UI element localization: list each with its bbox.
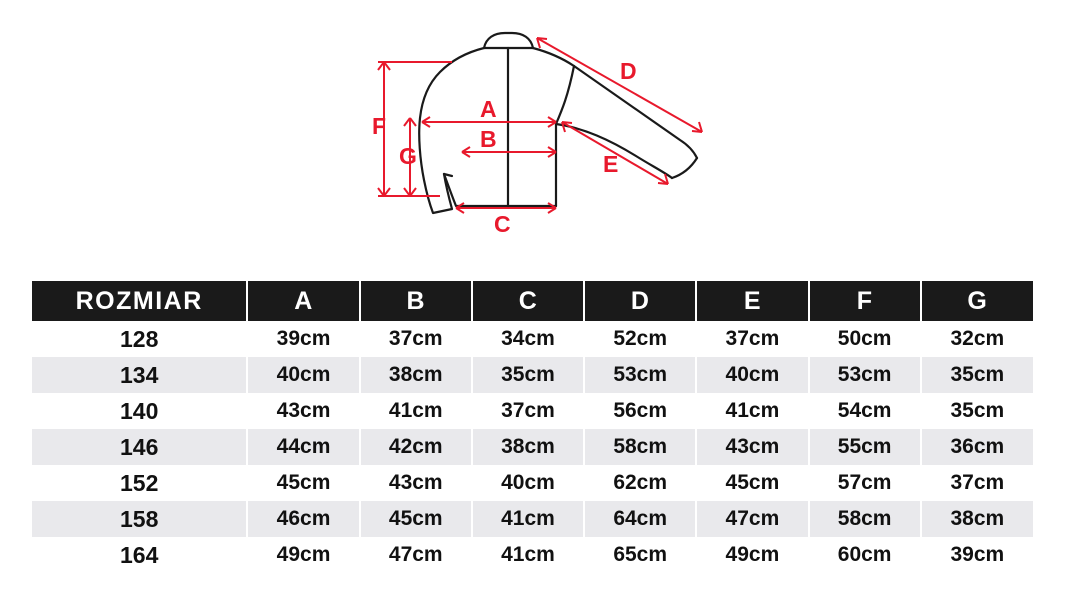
cell-f: 60cm <box>809 537 921 573</box>
label-E: E <box>603 151 619 177</box>
header-a: A <box>247 281 359 321</box>
cell-e: 37cm <box>696 321 808 357</box>
cell-c: 40cm <box>472 465 584 501</box>
cell-size: 128 <box>32 321 247 357</box>
cell-size: 140 <box>32 393 247 429</box>
cell-e: 49cm <box>696 537 808 573</box>
cell-g: 39cm <box>921 537 1033 573</box>
cell-c: 41cm <box>472 501 584 537</box>
cell-g: 38cm <box>921 501 1033 537</box>
header-g: G <box>921 281 1033 321</box>
cell-c: 35cm <box>472 357 584 393</box>
cell-c: 41cm <box>472 537 584 573</box>
cell-d: 58cm <box>584 429 696 465</box>
header-e: E <box>696 281 808 321</box>
table-row <box>32 537 1033 573</box>
cell-f: 50cm <box>809 321 921 357</box>
table-row <box>32 429 1033 465</box>
label-D: D <box>620 58 637 84</box>
cell-f: 55cm <box>809 429 921 465</box>
cell-a: 46cm <box>247 501 359 537</box>
cell-e: 43cm <box>696 429 808 465</box>
cell-d: 52cm <box>584 321 696 357</box>
cell-g: 35cm <box>921 393 1033 429</box>
table-row <box>32 357 1033 393</box>
cell-f: 58cm <box>809 501 921 537</box>
cell-a: 40cm <box>247 357 359 393</box>
cell-f: 53cm <box>809 357 921 393</box>
cell-size: 152 <box>32 465 247 501</box>
table-row <box>32 393 1033 429</box>
header-f: F <box>809 281 921 321</box>
table-row <box>32 465 1033 501</box>
cell-b: 45cm <box>360 501 472 537</box>
cell-d: 65cm <box>584 537 696 573</box>
table-row <box>32 501 1033 537</box>
cell-d: 62cm <box>584 465 696 501</box>
cell-e: 47cm <box>696 501 808 537</box>
cell-a: 39cm <box>247 321 359 357</box>
cell-c: 37cm <box>472 393 584 429</box>
cell-g: 36cm <box>921 429 1033 465</box>
label-B: B <box>480 126 497 152</box>
label-G: G <box>399 143 417 169</box>
cell-d: 56cm <box>584 393 696 429</box>
cell-g: 37cm <box>921 465 1033 501</box>
header-d: D <box>584 281 696 321</box>
cell-f: 57cm <box>809 465 921 501</box>
cell-b: 38cm <box>360 357 472 393</box>
cell-g: 32cm <box>921 321 1033 357</box>
cell-f: 54cm <box>809 393 921 429</box>
table-body <box>32 321 1033 573</box>
cell-a: 49cm <box>247 537 359 573</box>
header-c: C <box>472 281 584 321</box>
cell-b: 47cm <box>360 537 472 573</box>
label-A: A <box>480 96 497 122</box>
cell-c: 34cm <box>472 321 584 357</box>
cell-d: 64cm <box>584 501 696 537</box>
header-rozmiar: ROZMIAR <box>32 281 247 321</box>
cell-e: 41cm <box>696 393 808 429</box>
label-F: F <box>372 113 387 139</box>
cell-size: 164 <box>32 537 247 573</box>
header-b: B <box>360 281 472 321</box>
cell-a: 43cm <box>247 393 359 429</box>
cell-a: 45cm <box>247 465 359 501</box>
cell-e: 40cm <box>696 357 808 393</box>
cell-b: 42cm <box>360 429 472 465</box>
table-header-row <box>32 281 1033 321</box>
cell-c: 38cm <box>472 429 584 465</box>
measurement-lines <box>378 38 702 213</box>
cell-b: 41cm <box>360 393 472 429</box>
cell-e: 45cm <box>696 465 808 501</box>
label-C: C <box>494 211 511 237</box>
garment-diagram <box>0 0 1065 268</box>
table-row <box>32 321 1033 357</box>
cell-size: 158 <box>32 501 247 537</box>
cell-d: 53cm <box>584 357 696 393</box>
size-table-container <box>32 281 1033 573</box>
measurement-labels <box>372 58 637 237</box>
cell-b: 43cm <box>360 465 472 501</box>
cell-g: 35cm <box>921 357 1033 393</box>
cell-size: 134 <box>32 357 247 393</box>
cell-a: 44cm <box>247 429 359 465</box>
size-table <box>32 281 1033 573</box>
cell-size: 146 <box>32 429 247 465</box>
cell-b: 37cm <box>360 321 472 357</box>
